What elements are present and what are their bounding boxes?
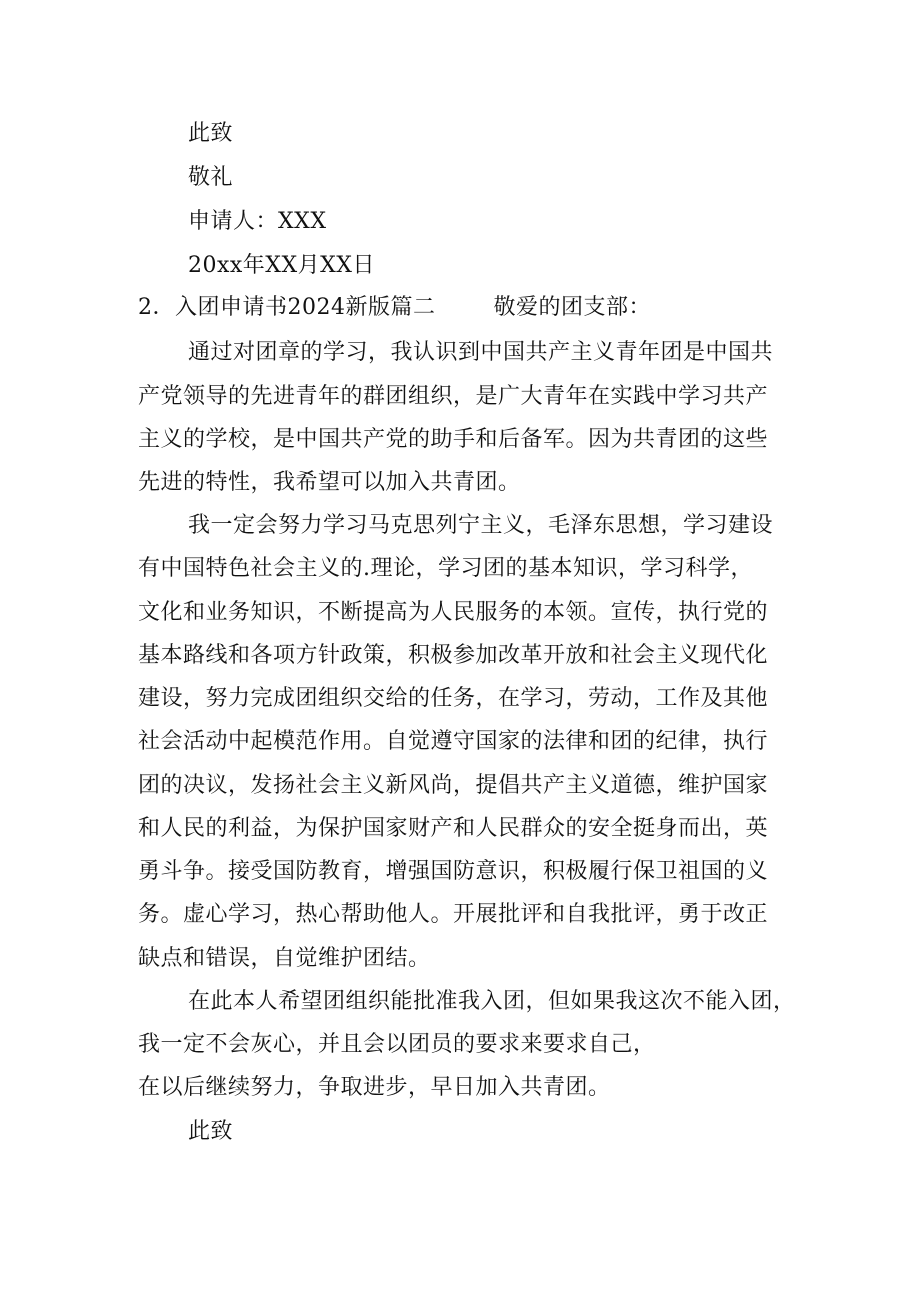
paragraph-line: 在以后继续努力，争取进步，早日加入共青团。 — [138, 1075, 611, 1100]
paragraph-line: 通过对团章的学习，我认识到中国共产主义青年团是中国共 — [188, 340, 774, 365]
paragraph-line: 团的决议，发扬社会主义新风尚，提倡共产主义道德，维护国家 — [138, 773, 769, 798]
paragraph-line: 有中国特色社会主义的.理论，学习团的基本知识，学习科学， — [138, 556, 753, 581]
closing-respect: 敬礼 — [188, 165, 234, 190]
applicant-signature: 申请人：XXX — [188, 209, 327, 234]
section-heading-line — [138, 293, 651, 323]
paragraph-line: 我一定不会灰心，并且会以团员的要求来要求自己， — [138, 1032, 656, 1057]
application-date: 20xx年XX月XX日 — [188, 253, 375, 278]
paragraph-line: 社会活动中起模范作用。自觉遵守国家的法律和团的纪律，执行 — [138, 729, 769, 754]
paragraph-line: 和人民的利益，为保护国家财产和人民群众的安全挺身而出，英 — [138, 816, 769, 841]
closing-salutation: 此致 — [188, 121, 234, 146]
paragraph-line: 主义的学校，是中国共产党的助手和后备军。因为共青团的这些 — [138, 427, 769, 452]
paragraph-line: 勇斗争。接受国防教育，增强国防意识，积极履行保卫祖国的义 — [138, 859, 769, 884]
section-greeting: 敬爱的团支部： — [493, 295, 652, 320]
paragraph-line: 产党领导的先进青年的群团组织，是广大青年在实践中学习共产 — [138, 384, 769, 409]
paragraph-line: 我一定会努力学习马克思列宁主义，毛泽东思想，学习建设 — [188, 513, 774, 538]
closing-salutation-bottom: 此致 — [188, 1119, 234, 1144]
paragraph-line: 建设，努力完成团组织交给的任务，在学习，劳动，工作及其他 — [138, 686, 769, 711]
paragraph-line: 在此本人希望团组织能批准我入团，但如果我这次不能入团， — [188, 989, 796, 1014]
paragraph-line: 务。虚心学习，热心帮助他人。开展批评和自我批评，勇于改正 — [138, 902, 769, 927]
paragraph-line: 先进的特性，我希望可以加入共青团。 — [138, 470, 521, 495]
section-heading: 2．入团申请书2024新版篇二 — [138, 295, 436, 320]
paragraph-line: 缺点和错误，自觉维护团结。 — [138, 946, 431, 971]
paragraph-line: 基本路线和各项方针政策，积极参加改革开放和社会主义现代化 — [138, 643, 769, 668]
paragraph-line: 文化和业务知识，不断提高为人民服务的本领。宣传，执行党的 — [138, 600, 769, 625]
